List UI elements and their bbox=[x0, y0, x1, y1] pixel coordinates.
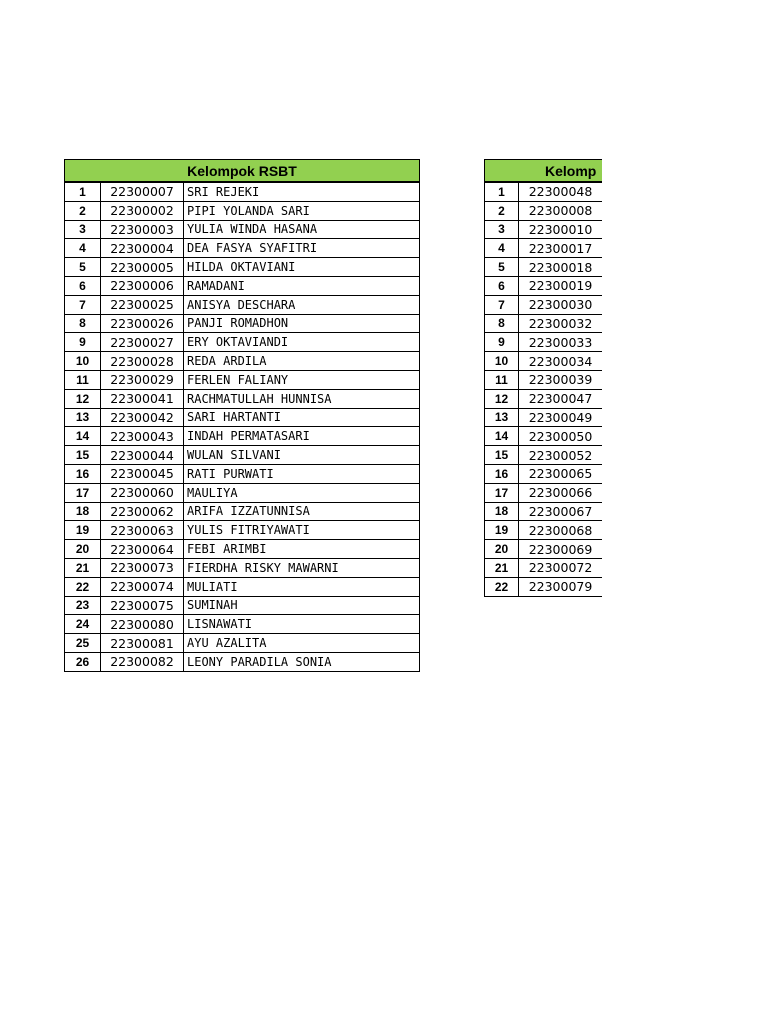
student-id-cell: 22300003 bbox=[101, 220, 184, 239]
student-name-cell: MULIATI bbox=[184, 577, 420, 596]
table-row bbox=[65, 427, 420, 446]
table-row bbox=[485, 276, 603, 295]
student-name-cell: PANJI ROMADHON bbox=[184, 314, 420, 333]
table-row bbox=[65, 333, 420, 352]
row-number-cell: 14 bbox=[485, 427, 519, 446]
row-number-cell: 18 bbox=[65, 502, 101, 521]
table-row bbox=[485, 314, 603, 333]
student-id-cell: 22300005 bbox=[101, 258, 184, 277]
row-number-cell: 19 bbox=[485, 521, 519, 540]
table-row bbox=[65, 540, 420, 559]
student-id-cell: 22300072 bbox=[519, 558, 603, 577]
student-id-cell: 22300033 bbox=[519, 333, 603, 352]
row-number-cell: 21 bbox=[485, 558, 519, 577]
student-id-cell: 22300045 bbox=[101, 464, 184, 483]
student-id-cell: 22300029 bbox=[101, 370, 184, 389]
table-row bbox=[65, 446, 420, 465]
table-row bbox=[65, 370, 420, 389]
row-number-cell: 14 bbox=[65, 427, 101, 446]
student-name-cell: MAULIYA bbox=[184, 483, 420, 502]
row-number-cell: 25 bbox=[65, 634, 101, 653]
student-id-cell: 22300017 bbox=[519, 239, 603, 258]
student-id-cell: 22300062 bbox=[101, 502, 184, 521]
student-id-cell: 22300063 bbox=[101, 521, 184, 540]
table-row bbox=[65, 634, 420, 653]
student-name-cell: RACHMATULLAH HUNNISA bbox=[184, 389, 420, 408]
table-row bbox=[485, 540, 603, 559]
student-id-cell: 22300048 bbox=[519, 182, 603, 201]
row-number-cell: 15 bbox=[65, 446, 101, 465]
student-name-cell: PIPI YOLANDA SARI bbox=[184, 201, 420, 220]
group-table-rsbt bbox=[64, 159, 420, 672]
row-number-cell: 21 bbox=[65, 558, 101, 577]
row-number-cell: 5 bbox=[65, 258, 101, 277]
table-row bbox=[485, 408, 603, 427]
table-row bbox=[485, 239, 603, 258]
student-name-cell: INDAH PERMATASARI bbox=[184, 427, 420, 446]
student-id-cell: 22300081 bbox=[101, 634, 184, 653]
row-number-cell: 17 bbox=[485, 483, 519, 502]
student-id-cell: 22300039 bbox=[519, 370, 603, 389]
group-table-2-clip bbox=[484, 159, 602, 599]
student-id-cell: 22300002 bbox=[101, 201, 184, 220]
table-row bbox=[65, 276, 420, 295]
table-row bbox=[485, 220, 603, 239]
row-number-cell: 22 bbox=[485, 577, 519, 596]
row-number-cell: 23 bbox=[65, 596, 101, 615]
row-number-cell: 26 bbox=[65, 652, 101, 671]
student-id-cell: 22300034 bbox=[519, 352, 603, 371]
student-name-cell: RAMADANI bbox=[184, 276, 420, 295]
student-id-cell: 22300068 bbox=[519, 521, 603, 540]
student-id-cell: 22300066 bbox=[519, 483, 603, 502]
row-number-cell: 8 bbox=[485, 314, 519, 333]
row-number-cell: 2 bbox=[485, 201, 519, 220]
row-number-cell: 22 bbox=[65, 577, 101, 596]
table-row bbox=[485, 295, 603, 314]
student-name-cell: AYU AZALITA bbox=[184, 634, 420, 653]
student-name-cell: WULAN SILVANI bbox=[184, 446, 420, 465]
student-id-cell: 22300065 bbox=[519, 464, 603, 483]
row-number-cell: 1 bbox=[485, 182, 519, 201]
row-number-cell: 3 bbox=[485, 220, 519, 239]
student-id-cell: 22300073 bbox=[101, 558, 184, 577]
table-row bbox=[65, 652, 420, 671]
group-table-2 bbox=[484, 159, 602, 597]
student-id-cell: 22300044 bbox=[101, 446, 184, 465]
student-name-cell: LEONY PARADILA SONIA bbox=[184, 652, 420, 671]
row-number-cell: 11 bbox=[485, 370, 519, 389]
row-number-cell: 16 bbox=[485, 464, 519, 483]
student-id-cell: 22300028 bbox=[101, 352, 184, 371]
student-id-cell: 22300008 bbox=[519, 201, 603, 220]
student-name-cell: ANISYA DESCHARA bbox=[184, 295, 420, 314]
table-row bbox=[485, 483, 603, 502]
student-id-cell: 22300032 bbox=[519, 314, 603, 333]
table-row bbox=[485, 370, 603, 389]
table-row bbox=[65, 258, 420, 277]
student-name-cell: YULIA WINDA HASANA bbox=[184, 220, 420, 239]
student-id-cell: 22300042 bbox=[101, 408, 184, 427]
student-name-cell: LISNAWATI bbox=[184, 615, 420, 634]
table-row bbox=[65, 352, 420, 371]
row-number-cell: 4 bbox=[485, 239, 519, 258]
student-id-cell: 22300006 bbox=[101, 276, 184, 295]
student-id-cell: 22300079 bbox=[519, 577, 603, 596]
row-number-cell: 16 bbox=[65, 464, 101, 483]
table-header-row bbox=[485, 160, 603, 183]
student-id-cell: 22300010 bbox=[519, 220, 603, 239]
table-row bbox=[65, 408, 420, 427]
row-number-cell: 3 bbox=[65, 220, 101, 239]
student-name-cell: REDA ARDILA bbox=[184, 352, 420, 371]
table-title: Kelomp bbox=[485, 160, 603, 183]
row-number-cell: 5 bbox=[485, 258, 519, 277]
row-number-cell: 10 bbox=[65, 352, 101, 371]
table-row bbox=[65, 295, 420, 314]
student-id-cell: 22300007 bbox=[101, 182, 184, 201]
student-name-cell: ERY OKTAVIANDI bbox=[184, 333, 420, 352]
row-number-cell: 15 bbox=[485, 446, 519, 465]
table-row bbox=[485, 577, 603, 596]
student-name-cell: HILDA OKTAVIANI bbox=[184, 258, 420, 277]
student-id-cell: 22300060 bbox=[101, 483, 184, 502]
student-name-cell: SRI REJEKI bbox=[184, 182, 420, 201]
row-number-cell: 2 bbox=[65, 201, 101, 220]
student-name-cell: DEA FASYA SYAFITRI bbox=[184, 239, 420, 258]
row-number-cell: 11 bbox=[65, 370, 101, 389]
student-name-cell: ARIFA IZZATUNNISA bbox=[184, 502, 420, 521]
student-id-cell: 22300082 bbox=[101, 652, 184, 671]
table-row bbox=[485, 427, 603, 446]
row-number-cell: 6 bbox=[65, 276, 101, 295]
row-number-cell: 6 bbox=[485, 276, 519, 295]
table-row bbox=[485, 389, 603, 408]
row-number-cell: 20 bbox=[65, 540, 101, 559]
table-row bbox=[485, 333, 603, 352]
student-id-cell: 22300025 bbox=[101, 295, 184, 314]
table-row bbox=[65, 483, 420, 502]
table-row bbox=[485, 558, 603, 577]
row-number-cell: 7 bbox=[485, 295, 519, 314]
student-id-cell: 22300069 bbox=[519, 540, 603, 559]
student-name-cell: FEBI ARIMBI bbox=[184, 540, 420, 559]
table-row bbox=[65, 314, 420, 333]
table-row bbox=[485, 521, 603, 540]
table-row bbox=[485, 352, 603, 371]
table-row bbox=[485, 502, 603, 521]
row-number-cell: 17 bbox=[65, 483, 101, 502]
student-id-cell: 22300052 bbox=[519, 446, 603, 465]
student-id-cell: 22300043 bbox=[101, 427, 184, 446]
table-row bbox=[485, 201, 603, 220]
student-name-cell: RATI PURWATI bbox=[184, 464, 420, 483]
table-row bbox=[65, 239, 420, 258]
table-row bbox=[485, 446, 603, 465]
student-name-cell: SUMINAH bbox=[184, 596, 420, 615]
table-row bbox=[65, 182, 420, 201]
student-id-cell: 22300050 bbox=[519, 427, 603, 446]
table-row bbox=[65, 558, 420, 577]
table-row bbox=[65, 201, 420, 220]
table-row bbox=[485, 464, 603, 483]
student-id-cell: 22300049 bbox=[519, 408, 603, 427]
student-id-cell: 22300080 bbox=[101, 615, 184, 634]
row-number-cell: 9 bbox=[65, 333, 101, 352]
student-id-cell: 22300018 bbox=[519, 258, 603, 277]
student-id-cell: 22300067 bbox=[519, 502, 603, 521]
table-header-row bbox=[65, 160, 420, 183]
row-number-cell: 4 bbox=[65, 239, 101, 258]
table-row bbox=[65, 464, 420, 483]
student-id-cell: 22300004 bbox=[101, 239, 184, 258]
row-number-cell: 12 bbox=[65, 389, 101, 408]
student-name-cell: YULIS FITRIYAWATI bbox=[184, 521, 420, 540]
table-row bbox=[65, 389, 420, 408]
table-title: Kelompok RSBT bbox=[65, 160, 420, 183]
row-number-cell: 7 bbox=[65, 295, 101, 314]
table-row bbox=[65, 596, 420, 615]
student-name-cell: FIERDHA RISKY MAWARNI bbox=[184, 558, 420, 577]
row-number-cell: 13 bbox=[485, 408, 519, 427]
row-number-cell: 12 bbox=[485, 389, 519, 408]
table-row bbox=[65, 577, 420, 596]
row-number-cell: 10 bbox=[485, 352, 519, 371]
student-id-cell: 22300019 bbox=[519, 276, 603, 295]
student-id-cell: 22300026 bbox=[101, 314, 184, 333]
student-name-cell: FERLEN FALIANY bbox=[184, 370, 420, 389]
row-number-cell: 1 bbox=[65, 182, 101, 201]
student-id-cell: 22300030 bbox=[519, 295, 603, 314]
table-row bbox=[65, 220, 420, 239]
row-number-cell: 24 bbox=[65, 615, 101, 634]
row-number-cell: 9 bbox=[485, 333, 519, 352]
student-id-cell: 22300075 bbox=[101, 596, 184, 615]
student-name-cell: SARI HARTANTI bbox=[184, 408, 420, 427]
table-row bbox=[65, 502, 420, 521]
student-id-cell: 22300074 bbox=[101, 577, 184, 596]
student-id-cell: 22300064 bbox=[101, 540, 184, 559]
table-row bbox=[65, 521, 420, 540]
student-id-cell: 22300047 bbox=[519, 389, 603, 408]
row-number-cell: 20 bbox=[485, 540, 519, 559]
row-number-cell: 8 bbox=[65, 314, 101, 333]
table-row bbox=[485, 258, 603, 277]
row-number-cell: 13 bbox=[65, 408, 101, 427]
row-number-cell: 18 bbox=[485, 502, 519, 521]
student-id-cell: 22300041 bbox=[101, 389, 184, 408]
table-row bbox=[485, 182, 603, 201]
student-id-cell: 22300027 bbox=[101, 333, 184, 352]
row-number-cell: 19 bbox=[65, 521, 101, 540]
table-row bbox=[65, 615, 420, 634]
